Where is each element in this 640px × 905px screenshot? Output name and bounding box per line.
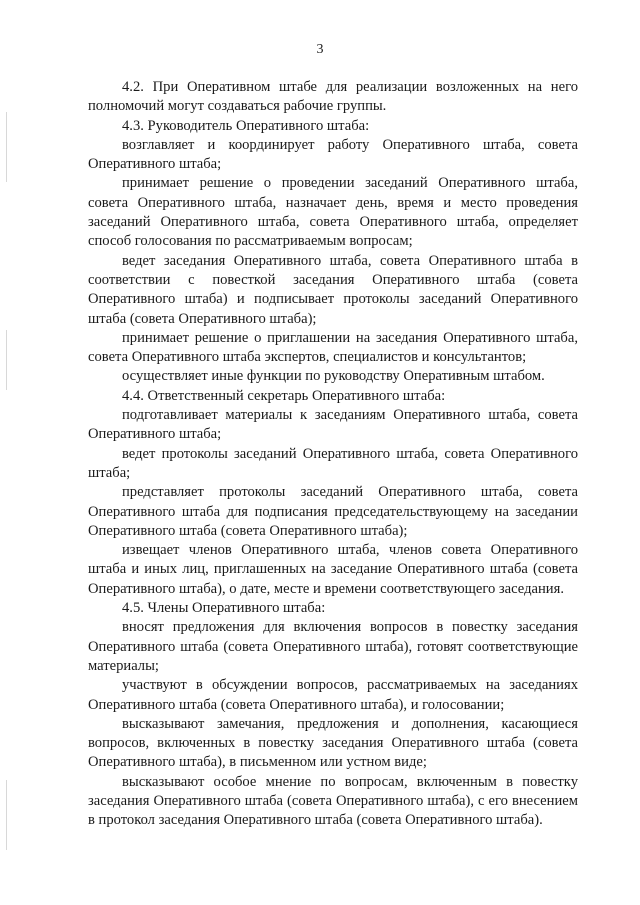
- paragraph-list-item: принимает решение о проведении заседаний Оперативного штаба, совета Оперативного штаба, назначает день, время и место проведения заседаний Оперативного штаба, совета Оперативного штаба, определяет способ голосования по рассматриваемым вопросам;: [88, 175, 578, 250]
- paragraph-list-item: участвуют в обсуждении вопросов, рассматриваемых на заседаниях Оперативного штаба (совета Оперативного штаба), и голосовании;: [88, 677, 578, 713]
- paragraph-list-item: представляет протоколы заседаний Оперативного штаба, совета Оперативного штаба для подписания председательствующему на заседании Оперативного штаба (совета Оперативного штаба);: [88, 484, 578, 539]
- paragraph-list-item: высказывают особое мнение по вопросам, включенным в повестку заседания Оперативного штаба (совета Оперативного штаба), с его внесением в протокол заседания Оперативного штаба (совета Оперативного штаба).: [88, 773, 578, 829]
- paragraph-4-5-heading: 4.5. Члены Оперативного штаба:: [122, 600, 326, 617]
- scan-margin-mark: [6, 112, 7, 182]
- paragraph-list-item: возглавляет и координирует работу Оперативного штаба, совета Оперативного штаба;: [88, 136, 578, 173]
- paragraph-list-item: вносят предложения для включения вопросов в повестку заседания Оперативного штаба (совета Оперативного штаба), готовят соответствующие материалы;: [88, 619, 578, 674]
- paragraph-4-2: 4.2. При Оперативном штабе для реализации возложенных на него полномочий могут создаваться рабочие группы.: [88, 79, 578, 115]
- paragraph-list-item: подготавливает материалы к заседаниям Оперативного штаба, совета Оперативного штаба;: [88, 407, 578, 443]
- paragraph-list-item: принимает решение о приглашении на заседания Оперативного штаба, совета Оперативного штаба экспертов, специалистов и консультантов;: [88, 329, 578, 366]
- scan-margin-mark: [6, 780, 7, 850]
- paragraph-list-item: ведет протоколы заседаний Оперативного штаба, совета Оперативного штаба;: [88, 445, 578, 481]
- scan-margin-mark: [6, 330, 7, 390]
- document-body: [88, 78, 578, 831]
- paragraph-list-item: осуществляет иные функции по руководству Оперативным штабом.: [122, 368, 545, 385]
- paragraph-list-item: извещает членов Оперативного штаба, членов совета Оперативного штаба и иных лиц, приглашенных на заседание Оперативного штаба (совета Оперативного штаба), о дате, месте и времени соответствующего заседания.: [88, 542, 578, 597]
- page-number: 3: [316, 42, 324, 57]
- paragraph-4-3-heading: 4.3. Руководитель Оперативного штаба:: [122, 117, 370, 134]
- paragraph-4-4-heading: 4.4. Ответственный секретарь Оперативного штаба:: [122, 387, 446, 404]
- paragraph-list-item: высказывают замечания, предложения и дополнения, касающиеся вопросов, включенных в повестку заседания Оперативного штаба (совета Оперативного штаба), в письменном или устном виде;: [88, 715, 578, 771]
- paragraph-list-item: ведет заседания Оперативного штаба, совета Оперативного штаба в соответствии с повесткой заседания Оперативного штаба (совета Оперативного штаба) и подписывает протоколы заседаний Оперативного штаба (совета Оперативного штаба);: [88, 252, 578, 327]
